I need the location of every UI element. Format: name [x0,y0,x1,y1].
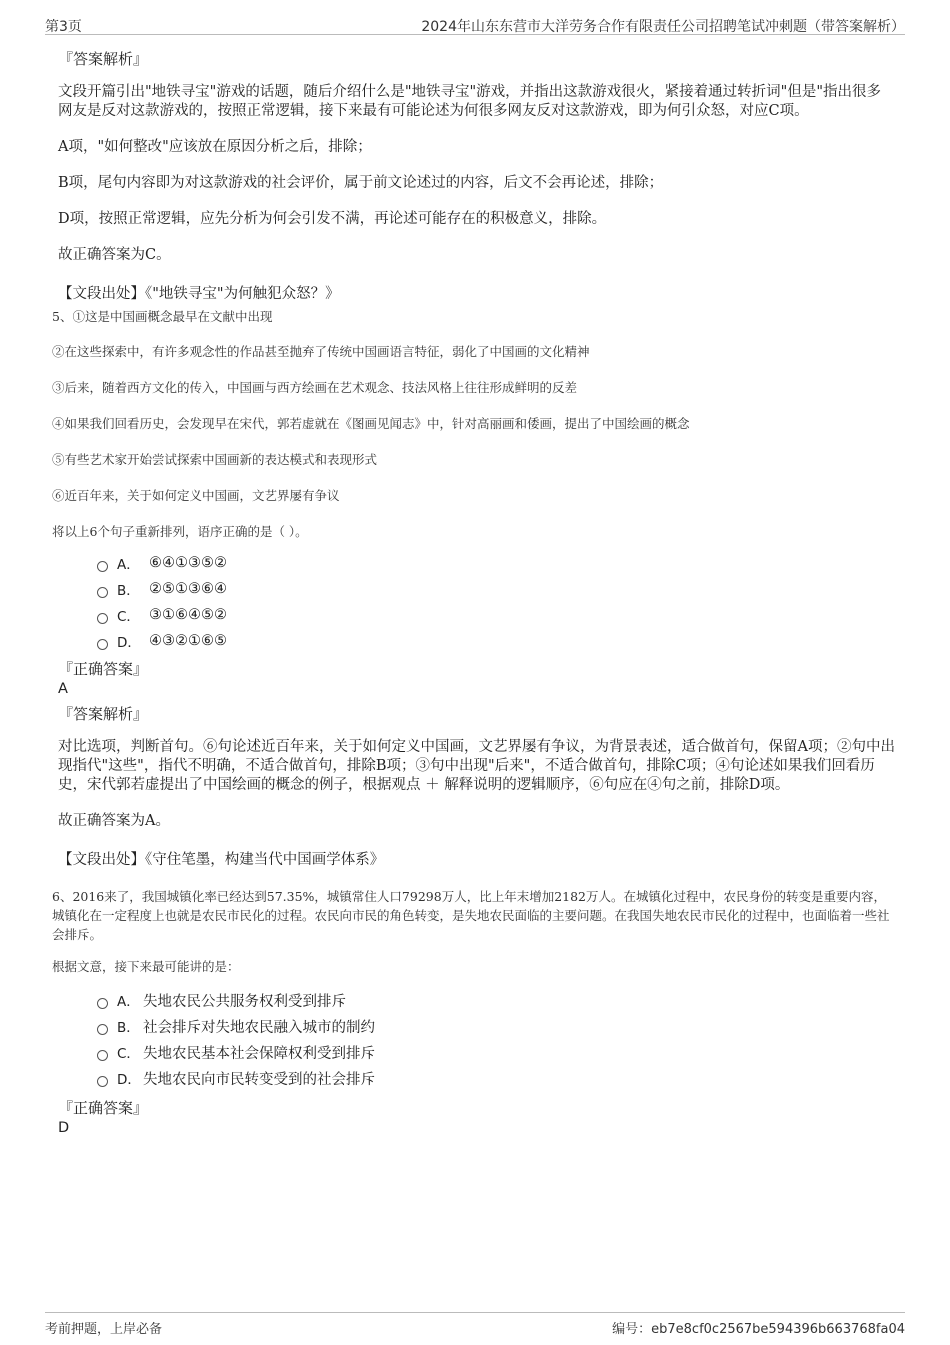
q6-option-b[interactable]: B． 社会排斥对失地农民融入城市的制约 [97,1013,895,1039]
q5-sentence-5: ⑤有些艺术家开始尝试探索中国画新的表达模式和表现形式 [52,452,378,467]
option-text: ④③②①⑥⑤ [149,633,227,649]
q6-answer-label: 『正确答案』 [58,1099,149,1117]
option-text: ②⑤①③⑥④ [149,581,227,597]
q6-stem: 6、2016来了，我国城镇化率已经达到57.35%，城镇常住人口79298万人，比上年末增加2182万人。在城镇化过程中，农民身份的转变是重要内容，城镇化在一定程度上也就是农民市民化的过程。农民向市民的角色转变，是失地农民面临的主要问题。在我国失地农民市民化的过程中，也面临着一些社会排斥。 [52,889,890,942]
radio-button[interactable] [97,1076,108,1087]
radio-button[interactable] [97,613,108,624]
option-text: 失地农民向市民转变受到的社会排斥 [143,1071,375,1088]
q5-option-a[interactable]: A． ⑥④①③⑤② [97,550,895,576]
radio-button[interactable] [97,587,108,598]
page-number: 第3页 [45,19,82,35]
q6-prompt: 根据文意，接下来最可能讲的是： [52,959,240,974]
q4-option-d-note: D项，按照正常逻辑，应先分析为何会引发不满，再论述可能存在的积极意义，排除。 [58,211,607,227]
q6-option-a[interactable]: A． 失地农民公共服务权利受到排斥 [97,987,895,1013]
radio-button[interactable] [97,998,108,1009]
page-footer [45,1312,905,1337]
q5-options [97,550,895,654]
q5-sentence-4: ④如果我们回看历史，会发现早在宋代，郭若虚就在《图画见闻志》中，针对高丽画和倭画，提出了中国绘画的概念 [52,416,690,431]
page-header [45,12,905,35]
option-text: ⑥④①③⑤② [149,555,227,571]
q5-stem: 5、①这是中国画概念最早在文献中出现 [52,309,273,324]
q5-analysis-text: 对比选项，判断首句。⑥句论述近百年来，关于如何定义中国画，文艺界屡有争议，为背景表述，适合做首句，保留A项；②句中出现指代"这些"，指代不明确，不适合做首句，排除B项；③句中出现"后来"，不适合做首句，排除C项；④句论述如果我们回看历史，宋代郭若虚提出了中国绘画的概念的例子，根据观点 ＋ 解释说明的逻辑顺序，⑥句应在④句之前，排除D项。 [58,739,895,793]
option-text: ③①⑥④⑤② [149,607,227,623]
option-text: 失地农民基本社会保障权利受到排斥 [143,1045,375,1062]
q6-answer: D [58,1120,70,1136]
footer-slogan: 考前押题，上岸必备 [45,1322,163,1337]
document-code: 编号：eb7e8cf0c2567be594396b663768fa04 [612,1322,905,1337]
document-body [52,48,895,1140]
radio-button[interactable] [97,639,108,650]
q5-source: 【文段出处】《守住笔墨，构建当代中国画学体系》 [58,852,385,868]
radio-button[interactable] [97,1050,108,1061]
q6-option-d[interactable]: D． 失地农民向市民转变受到的社会排斥 [97,1065,895,1091]
q5-option-b[interactable]: B． ②⑤①③⑥④ [97,576,895,602]
q4-source: 【文段出处】《"地铁寻宝"为何触犯众怒？》 [58,286,340,302]
q4-option-a-note: A项，"如何整改"应该放在原因分析之后，排除； [58,139,372,155]
q5-option-c[interactable]: C． ③①⑥④⑤② [97,602,895,628]
q5-analysis-label: 『答案解析』 [58,705,149,723]
option-text: 失地农民公共服务权利受到排斥 [143,993,346,1010]
q5-sentence-6: ⑥近百年来，关于如何定义中国画，文艺界屡有争议 [52,488,340,503]
q4-analysis-label: 『答案解析』 [58,50,149,68]
q5-sentence-2: ②在这些探索中，有许多观念性的作品甚至抛弃了传统中国画语言特征，弱化了中国画的文化精神 [52,344,590,359]
q4-option-b-note: B项，尾句内容即为对这款游戏的社会评价，属于前文论述过的内容，后文不会再论述，排除； [58,175,664,191]
q5-answer-label: 『正确答案』 [58,660,149,678]
document-title: 2024年山东东营市大洋劳务合作有限责任公司招聘笔试冲刺题（带答案解析） [421,19,905,35]
q5-sentence-3: ③后来，随着西方文化的传入，中国画与西方绘画在艺术观念、技法风格上往往形成鲜明的反差 [52,380,578,395]
q5-answer: A [58,681,68,697]
q5-conclusion: 故正确答案为A。 [58,813,170,829]
q6-options [97,987,895,1091]
radio-button[interactable] [97,561,108,572]
option-text: 社会排斥对失地农民融入城市的制约 [143,1019,375,1036]
radio-button[interactable] [97,1024,108,1035]
q6-option-c[interactable]: C． 失地农民基本社会保障权利受到排斥 [97,1039,895,1065]
q4-analysis-text: 文段开篇引出"地铁寻宝"游戏的话题，随后介绍什么是"地铁寻宝"游戏，并指出这款游戏很火，紧接着通过转折词"但是"指出很多网友是反对这款游戏的，按照正常逻辑，接下来最有可能论述为何很多网友反对这款游戏，即为何引众怒，对应C项。 [58,84,882,119]
q5-option-d[interactable]: D． ④③②①⑥⑤ [97,628,895,654]
q4-conclusion: 故正确答案为C。 [58,247,171,263]
q5-prompt: 将以上6个句子重新排列，语序正确的是（ ）。 [52,524,308,539]
